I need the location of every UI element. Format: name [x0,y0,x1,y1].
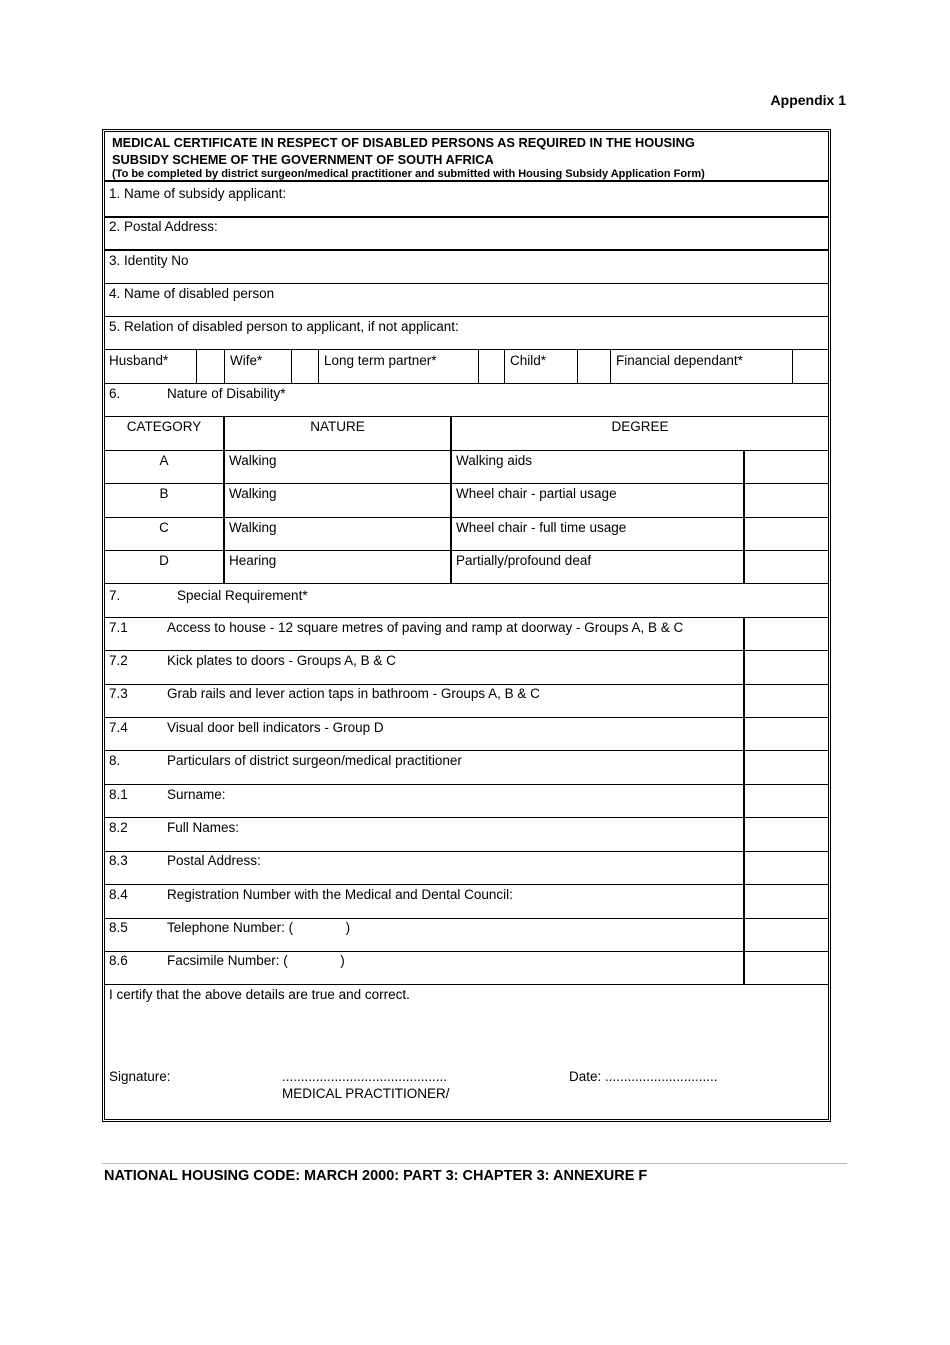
item-number: 8.3 [109,853,128,868]
row-divider [105,517,828,518]
field-relation: 5. Relation of disabled person to applicant, if not applicant: [109,319,459,334]
degree-cell: Wheel chair - full time usage [456,520,627,535]
nature-cell: Walking [229,486,277,501]
row-divider [105,349,828,350]
section-7-title: Special Requirement* [177,588,308,603]
row-divider [105,216,828,218]
cell-divider [577,350,578,383]
column-header-category: CATEGORY [126,419,202,434]
section-7-number: 7. [109,588,121,603]
relation-wife-label: Wife* [230,353,263,368]
row-divider [105,416,828,417]
relation-partner-label: Long term partner* [324,353,437,368]
row-divider [105,684,828,685]
section-6-title: Nature of Disability* [167,386,286,401]
form-title-line-2: SUBSIDY SCHEME OF THE GOVERNMENT OF SOUTH AFRICA [112,152,494,167]
cell-divider [610,350,611,383]
row-divider [105,951,828,952]
row-divider [105,784,828,785]
item-number: 8.4 [109,887,128,902]
row-divider [105,180,828,182]
nature-cell: Walking [229,520,277,535]
row-divider [105,650,828,651]
row-divider [105,851,828,852]
category-cell: B [159,486,169,501]
form-title-line-1: MEDICAL CERTIFICATE IN RESPECT OF DISABLED PERSONS AS REQUIRED IN THE HOUSING [112,135,695,150]
special-requirement-item: Kick plates to doors - Groups A, B & C [167,653,396,668]
category-cell: D [159,553,169,568]
row-divider [105,550,828,551]
row-divider [105,583,828,584]
degree-cell: Walking aids [456,453,533,468]
practitioner-field-surname: Surname: [167,787,226,802]
column-header-degree: DEGREE [611,419,669,434]
row-divider [105,383,828,384]
cell-divider [196,350,197,383]
nature-cell: Hearing [229,553,277,568]
relation-husband-label: Husband* [109,353,169,368]
row-divider [105,316,828,317]
cell-divider [743,450,745,583]
signature-line: ............................................ [282,1069,448,1084]
section-6-number: 6. [109,386,121,401]
certification-statement: I certify that the above details are true and correct. [109,987,410,1002]
row-divider [105,450,828,451]
item-number: 7.3 [109,686,128,701]
cell-divider [743,617,745,985]
item-number: 8.6 [109,953,128,968]
row-divider [105,483,828,484]
special-requirement-item: Visual door bell indicators - Group D [167,720,384,735]
section-8-title: Particulars of district surgeon/medical practitioner [167,753,462,768]
category-cell: C [159,520,169,535]
form-instructions: (To be completed by district surgeon/medical practitioner and submitted with Housing Subsidy Application Form) [112,168,705,180]
practitioner-field-postal-address: Postal Address: [167,853,261,868]
date-field: Date: .............................. [569,1069,718,1084]
item-number: 7.2 [109,653,128,668]
cell-divider [478,350,479,383]
degree-cell: Wheel chair - partial usage [456,486,617,501]
special-requirement-item: Grab rails and lever action taps in bathroom - Groups A, B & C [167,686,540,701]
relation-child-label: Child* [510,353,547,368]
row-divider [105,617,828,618]
practitioner-field-full-names: Full Names: [167,820,240,835]
nature-cell: Walking [229,453,277,468]
practitioner-field-facsimile: Facsimile Number: ( ) [167,953,345,968]
row-divider [105,249,828,251]
item-number: 8.2 [109,820,128,835]
appendix-label: Appendix 1 [770,92,846,108]
item-number: 8.1 [109,787,128,802]
practitioner-field-telephone: Telephone Number: ( ) [167,920,351,935]
row-divider [105,918,828,919]
row-divider [105,817,828,818]
row-divider [105,984,828,985]
field-applicant-name: 1. Name of subsidy applicant: [109,186,287,201]
signature-role: MEDICAL PRACTITIONER/ [282,1086,450,1101]
field-identity-no: 3. Identity No [109,253,189,268]
column-header-nature: NATURE [310,419,365,434]
section-8-number: 8. [109,753,121,768]
cell-divider [223,417,225,583]
signature-label: Signature: [109,1069,171,1084]
cell-divider [224,350,225,383]
relation-financial-label: Financial dependant* [616,353,743,368]
cell-divider [792,350,793,383]
special-requirement-item: Access to house - 12 square metres of paving and ramp at doorway - Groups A, B & C [167,620,684,635]
footer-divider [102,1163,847,1164]
degree-cell: Partially/profound deaf [456,553,592,568]
row-divider [105,884,828,885]
item-number: 7.1 [109,620,128,635]
row-divider [105,750,828,751]
practitioner-field-registration: Registration Number with the Medical and Dental Council: [167,887,513,902]
row-divider [105,717,828,718]
category-cell: A [159,453,169,468]
cell-divider [291,350,292,383]
row-divider [105,283,828,284]
document-footer: NATIONAL HOUSING CODE: MARCH 2000: PART 3: CHAPTER 3: ANNEXURE F [104,1168,648,1184]
cell-divider [450,417,452,583]
cell-divider [318,350,319,383]
medical-certificate-form [102,129,831,1122]
field-postal-address: 2. Postal Address: [109,219,218,234]
field-disabled-person-name: 4. Name of disabled person [109,286,275,301]
item-number: 8.5 [109,920,128,935]
cell-divider [504,350,505,383]
item-number: 7.4 [109,720,128,735]
